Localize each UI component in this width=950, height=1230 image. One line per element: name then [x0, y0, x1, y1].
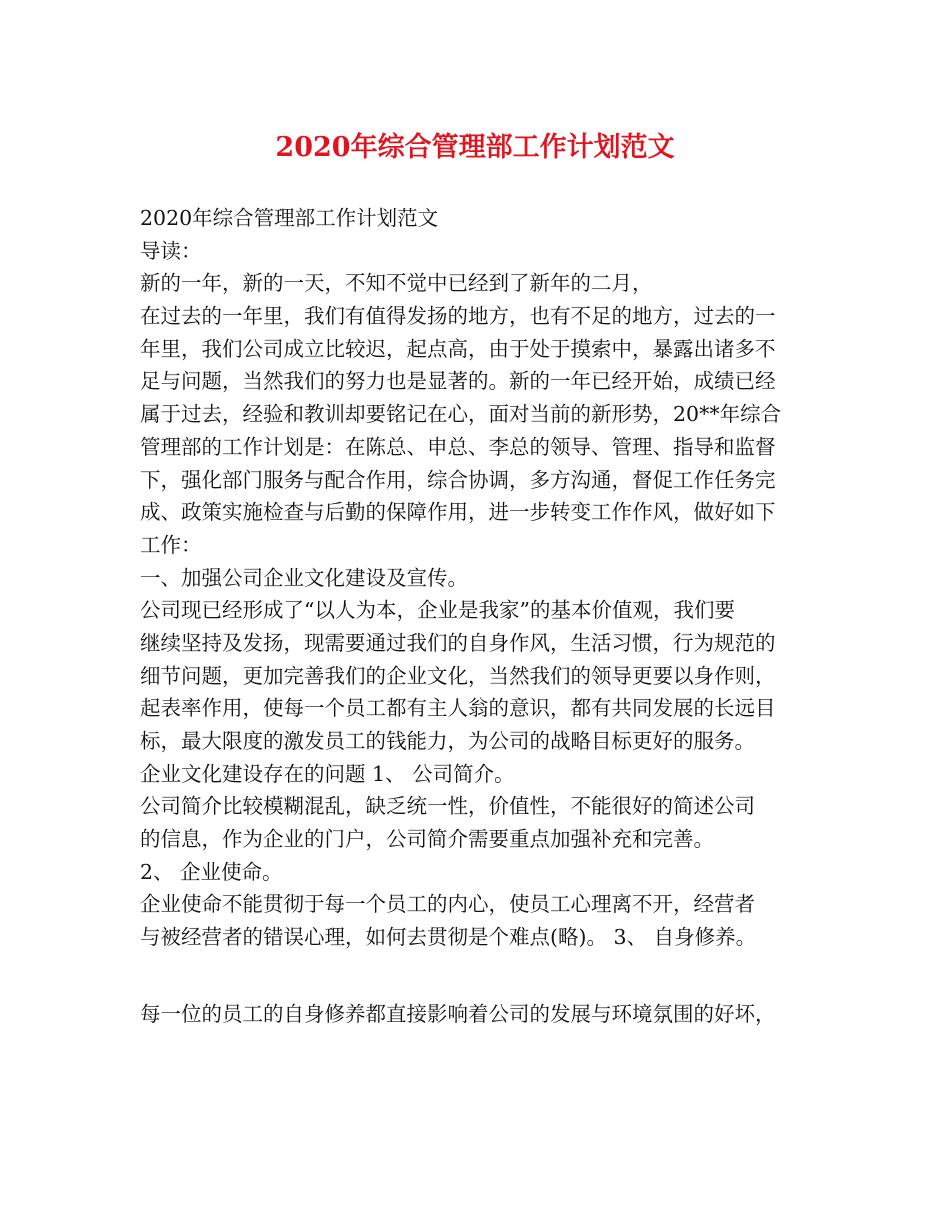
- subsection-heading: 2、 企业使命。: [140, 859, 283, 884]
- document-title: 2020年综合管理部工作计划范文: [275, 132, 675, 163]
- paragraph-line: 新的一年，新的一天，不知不觉中已经到了新年的二月，: [140, 271, 653, 296]
- paragraph-line: 工作：: [140, 532, 202, 557]
- paragraph-line: 成、政策实施检查与后勤的保障作用，进一步转变工作作风，做好如下: [140, 500, 776, 525]
- paragraph-line: 每一位的员工的自身修养都直接影响着公司的发展与环境氛围的好坏，: [140, 1001, 776, 1026]
- paragraph-line: 2020年综合管理部工作计划范文: [140, 206, 439, 230]
- section-heading: 一、加强公司企业文化建设及宣传。: [140, 565, 468, 590]
- paragraph-line: 管理部的工作计划是：在陈总、申总、李总的领导、管理、指导和监督: [140, 434, 776, 459]
- paragraph-line: 企业使命不能贯彻于每一个员工的内心，使员工心理离不开，经营者: [140, 892, 755, 917]
- paragraph-line: 标，最大限度的激发员工的钱能力，为公司的战略目标更好的服务。: [140, 729, 755, 753]
- paragraph-line: 细节问题，更加完善我们的企业文化，当然我们的领导更要以身作则，: [140, 663, 776, 688]
- paragraph-line: 继续坚持及发扬，现需要通过我们的自身作风，生活习惯，行为规范的: [140, 630, 776, 655]
- document-body: [140, 202, 830, 1031]
- paragraph-line: 起表率作用，使每一个员工都有主人翁的意识，都有共同发展的长远目: [140, 696, 776, 721]
- subsection-heading: 企业文化建设存在的问题 1、 公司简介。: [140, 761, 515, 786]
- paragraph-line: 导读：: [140, 238, 202, 263]
- paragraph-gap: [140, 954, 830, 998]
- paragraph-line: 足与问题，当然我们的努力也是显著的。新的一年已经开始，成绩已经: [140, 369, 776, 394]
- paragraph-line: 公司简介比较模糊混乱，缺乏统一性，价值性，不能很好的简述公司: [140, 794, 755, 819]
- paragraph-line: 下，强化部门服务与配合作用，综合协调，多方沟通，督促工作任务完: [140, 467, 776, 492]
- paragraph-line: 公司现已经形成了“以人为本，企业是我家”的基本价值观，我们要: [140, 598, 735, 623]
- paragraph-line: 与被经营者的错误心理，如何去贯彻是个难点(略)。 3、 自身修养。: [140, 925, 757, 950]
- paragraph-line: 的信息，作为企业的门户，公司简介需要重点加强补充和完善。: [140, 827, 714, 852]
- paragraph-line: 年里，我们公司成立比较迟，起点高，由于处于摸索中，暴露出诸多不: [140, 336, 776, 361]
- paragraph-line: 属于过去，经验和教训却要铭记在心，面对当前的新形势，20**年综合: [140, 402, 782, 427]
- paragraph-line: 在过去的一年里，我们有值得发扬的地方，也有不足的地方，过去的一: [140, 304, 776, 329]
